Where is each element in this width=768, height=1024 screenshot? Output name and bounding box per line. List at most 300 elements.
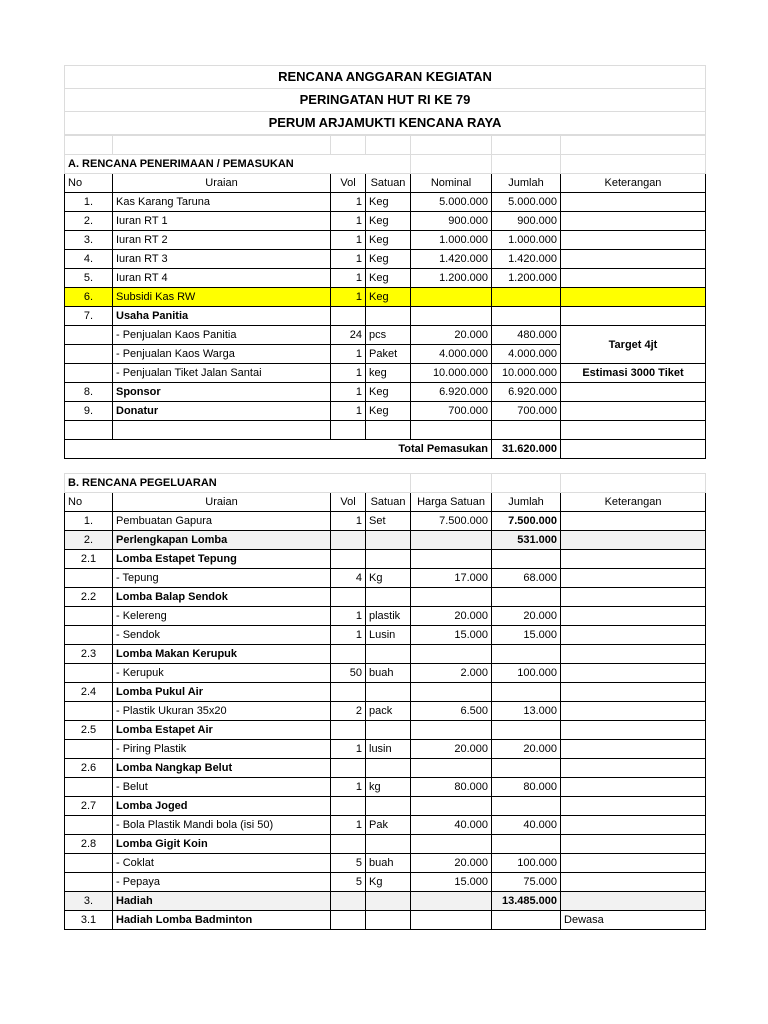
column-header: Keterangan [561,493,706,512]
row-volume: 1 [331,740,366,759]
expense-row [65,740,706,759]
row-unit-price [411,892,492,911]
empty-cell [492,136,561,155]
row-volume: 1 [331,816,366,835]
row-unit: Keg [366,250,411,269]
row-number: 8. [65,383,113,402]
row-number: 9. [65,402,113,421]
income-row [65,212,706,231]
row-amount: 480.000 [492,326,561,345]
row-unit-price [411,797,492,816]
row-description: Iuran RT 2 [113,231,331,250]
row-volume: 1 [331,250,366,269]
column-header: Satuan [366,174,411,193]
row-unit: Keg [366,288,411,307]
row-amount: 20.000 [492,740,561,759]
row-volume: 5 [331,873,366,892]
row-amount: 15.000 [492,626,561,645]
row-amount: 6.920.000 [492,383,561,402]
row-description: Hadiah [113,892,331,911]
row-description: Subsidi Kas RW [113,288,331,307]
header-row [65,174,706,193]
row-description: Kas Karang Taruna [113,193,331,212]
row-note [561,193,706,212]
empty-cell [113,136,331,155]
column-header: Uraian [113,174,331,193]
expense-row [65,835,706,854]
income-row [65,250,706,269]
row-volume [331,531,366,550]
row-number [65,816,113,835]
row-unit-price [411,911,492,930]
row-note [561,873,706,892]
title-line-3: PERUM ARJAMUKTI KENCANA RAYA [65,112,706,135]
row-unit-price: 17.000 [411,569,492,588]
spacer-row [65,136,706,155]
row-amount [492,759,561,778]
income-table [64,135,706,459]
row-volume: 1 [331,778,366,797]
row-description: - Penjualan Tiket Jalan Santai [113,364,331,383]
row-number [65,326,113,345]
row-unit-price: 6.500 [411,702,492,721]
row-nominal: 700.000 [411,402,492,421]
row-note [561,212,706,231]
row-number [65,740,113,759]
row-note [561,307,706,326]
row-volume [331,797,366,816]
row-unit-price [411,531,492,550]
income-row [65,364,706,383]
row-note [561,550,706,569]
row-unit [366,683,411,702]
expense-row [65,607,706,626]
row-volume: 1 [331,345,366,364]
row-unit-price [411,759,492,778]
income-row [65,402,706,421]
expense-row [65,721,706,740]
income-row [65,193,706,212]
row-volume: 24 [331,326,366,345]
row-amount: 531.000 [492,531,561,550]
empty-cell [561,136,706,155]
row-amount: 100.000 [492,854,561,873]
row-note [561,816,706,835]
row-unit-price: 2.000 [411,664,492,683]
row-description: - Penjualan Kaos Warga [113,345,331,364]
expense-row [65,512,706,531]
row-nominal: 1.420.000 [411,250,492,269]
row-note [561,683,706,702]
empty-cell [113,421,331,440]
row-number: 4. [65,250,113,269]
expense-row [65,778,706,797]
row-volume [331,721,366,740]
row-unit: Keg [366,231,411,250]
row-amount [492,645,561,664]
row-note [561,854,706,873]
row-description: - Sendok [113,626,331,645]
row-number: 2. [65,531,113,550]
empty-cell [366,421,411,440]
column-header: Jumlah [492,174,561,193]
row-unit: Pak [366,816,411,835]
row-volume: 1 [331,269,366,288]
row-volume [331,892,366,911]
row-note: Target 4jt [561,326,706,364]
row-volume [331,835,366,854]
row-note [561,288,706,307]
row-description: Iuran RT 4 [113,269,331,288]
row-amount: 10.000.000 [492,364,561,383]
row-note [561,402,706,421]
row-description: Perlengkapan Lomba [113,531,331,550]
row-amount [492,835,561,854]
row-number: 5. [65,269,113,288]
row-volume: 1 [331,512,366,531]
row-volume [331,645,366,664]
row-amount: 4.000.000 [492,345,561,364]
empty-cell [366,136,411,155]
row-description: - Belut [113,778,331,797]
empty-cell [331,136,366,155]
empty-cell [561,155,706,174]
row-note [561,512,706,531]
row-amount: 900.000 [492,212,561,231]
row-unit [366,550,411,569]
expense-table [64,473,706,930]
column-header: Jumlah [492,493,561,512]
row-amount: 13.485.000 [492,892,561,911]
row-unit: Keg [366,193,411,212]
row-number: 7. [65,307,113,326]
row-amount: 100.000 [492,664,561,683]
row-description: Usaha Panitia [113,307,331,326]
row-unit: plastik [366,607,411,626]
expense-row [65,569,706,588]
row-unit: lusin [366,740,411,759]
column-header: Uraian [113,493,331,512]
row-volume: 4 [331,569,366,588]
expense-row [65,892,706,911]
row-unit [366,797,411,816]
row-number: 1. [65,193,113,212]
row-description: Lomba Nangkap Belut [113,759,331,778]
row-nominal: 6.920.000 [411,383,492,402]
row-amount: 40.000 [492,816,561,835]
row-description: Iuran RT 3 [113,250,331,269]
row-unit [366,307,411,326]
row-amount [492,550,561,569]
row-volume: 1 [331,402,366,421]
row-note [561,892,706,911]
empty-cell [331,421,366,440]
row-note: Dewasa [561,911,706,930]
expense-row [65,702,706,721]
row-unit-price: 20.000 [411,607,492,626]
row-description: - Coklat [113,854,331,873]
row-volume: 1 [331,607,366,626]
row-description: - Penjualan Kaos Panitia [113,326,331,345]
row-nominal: 1.200.000 [411,269,492,288]
row-description: Sponsor [113,383,331,402]
empty-cell [561,440,706,459]
row-volume: 1 [331,288,366,307]
row-unit [366,759,411,778]
row-unit: Kg [366,569,411,588]
row-unit [366,835,411,854]
row-nominal: 20.000 [411,326,492,345]
section-b-heading: B. RENCANA PEGELUARAN [65,474,411,493]
row-note [561,269,706,288]
row-unit: kg [366,778,411,797]
row-unit: Keg [366,212,411,231]
row-unit: Keg [366,402,411,421]
row-unit-price [411,721,492,740]
row-volume [331,911,366,930]
row-unit: keg [366,364,411,383]
row-note [561,797,706,816]
row-description: Lomba Estapet Tepung [113,550,331,569]
row-amount: 68.000 [492,569,561,588]
row-nominal: 1.000.000 [411,231,492,250]
empty-cell [492,155,561,174]
row-volume [331,550,366,569]
row-nominal [411,288,492,307]
row-volume [331,683,366,702]
expense-row [65,683,706,702]
column-header: Vol [331,493,366,512]
row-unit-price: 20.000 [411,740,492,759]
row-amount: 75.000 [492,873,561,892]
title-line-2: PERINGATAN HUT RI KE 79 [65,89,706,112]
column-header: No [65,174,113,193]
row-amount [492,721,561,740]
row-unit-price: 15.000 [411,873,492,892]
row-unit: pcs [366,326,411,345]
row-nominal: 5.000.000 [411,193,492,212]
income-row [65,231,706,250]
row-unit-price [411,835,492,854]
row-volume: 1 [331,231,366,250]
row-number: 6. [65,288,113,307]
row-number: 2.2 [65,588,113,607]
expense-row [65,531,706,550]
empty-cell [411,421,492,440]
row-number: 3. [65,892,113,911]
empty-cell [411,155,492,174]
row-unit-price: 40.000 [411,816,492,835]
row-amount: 5.000.000 [492,193,561,212]
expense-row [65,854,706,873]
row-volume [331,307,366,326]
row-description: - Tepung [113,569,331,588]
row-description: - Bola Plastik Mandi bola (isi 50) [113,816,331,835]
empty-cell [65,136,113,155]
row-note [561,702,706,721]
row-number [65,664,113,683]
expense-row [65,550,706,569]
empty-cell [492,474,561,493]
row-note [561,721,706,740]
blank-row [65,421,706,440]
row-amount [492,911,561,930]
row-unit [366,911,411,930]
row-amount: 1.420.000 [492,250,561,269]
row-amount: 1.200.000 [492,269,561,288]
row-note [561,645,706,664]
expense-row [65,759,706,778]
row-unit-price [411,550,492,569]
row-description: Lomba Estapet Air [113,721,331,740]
row-description: Pembuatan Gapura [113,512,331,531]
total-label: Total Pemasukan [65,440,492,459]
row-unit-price [411,645,492,664]
row-amount: 80.000 [492,778,561,797]
row-volume: 5 [331,854,366,873]
row-description: Lomba Pukul Air [113,683,331,702]
row-number: 3.1 [65,911,113,930]
expense-row [65,664,706,683]
row-number [65,702,113,721]
row-number [65,626,113,645]
row-description: Lomba Balap Sendok [113,588,331,607]
row-number: 2.5 [65,721,113,740]
section-a-heading: A. RENCANA PENERIMAAN / PEMASUKAN [65,155,411,174]
row-amount [492,288,561,307]
row-note [561,231,706,250]
row-number: 2.6 [65,759,113,778]
row-note [561,759,706,778]
row-amount: 20.000 [492,607,561,626]
income-row [65,288,706,307]
row-unit [366,531,411,550]
row-unit: Paket [366,345,411,364]
row-number [65,569,113,588]
row-number [65,873,113,892]
row-unit: Lusin [366,626,411,645]
row-unit: Keg [366,383,411,402]
row-unit [366,588,411,607]
row-volume: 1 [331,626,366,645]
row-nominal [411,307,492,326]
row-note [561,778,706,797]
row-number [65,854,113,873]
row-amount [492,588,561,607]
column-header: Satuan [366,493,411,512]
row-amount: 1.000.000 [492,231,561,250]
row-description: Donatur [113,402,331,421]
expense-row [65,797,706,816]
row-volume: 1 [331,193,366,212]
row-unit [366,892,411,911]
row-unit: pack [366,702,411,721]
row-amount: 13.000 [492,702,561,721]
row-unit-price: 7.500.000 [411,512,492,531]
empty-cell [65,421,113,440]
row-amount: 700.000 [492,402,561,421]
income-row [65,307,706,326]
row-description: - Kelereng [113,607,331,626]
row-description: - Piring Plastik [113,740,331,759]
empty-cell [411,136,492,155]
row-number: 2.7 [65,797,113,816]
row-note [561,588,706,607]
row-note [561,250,706,269]
row-note: Estimasi 3000 Tiket [561,364,706,383]
header-row [65,493,706,512]
row-amount [492,307,561,326]
row-volume: 2 [331,702,366,721]
row-description: - Kerupuk [113,664,331,683]
row-unit [366,721,411,740]
row-nominal: 4.000.000 [411,345,492,364]
row-description: Hadiah Lomba Badminton [113,911,331,930]
empty-cell [561,474,706,493]
expense-row [65,816,706,835]
column-header: Harga Satuan [411,493,492,512]
empty-cell [561,421,706,440]
title-block [64,65,706,135]
expense-row [65,626,706,645]
empty-cell [492,421,561,440]
row-unit: buah [366,854,411,873]
row-note [561,531,706,550]
row-note [561,664,706,683]
row-unit-price: 20.000 [411,854,492,873]
expense-row [65,645,706,664]
row-note [561,740,706,759]
total-value: 31.620.000 [492,440,561,459]
column-header: No [65,493,113,512]
row-number: 3. [65,231,113,250]
section-heading-row [65,474,706,493]
row-unit-price [411,683,492,702]
row-number [65,778,113,797]
row-note [561,607,706,626]
row-note [561,383,706,402]
row-number [65,364,113,383]
row-note [561,835,706,854]
column-header: Vol [331,174,366,193]
section-heading-row [65,155,706,174]
expense-row [65,911,706,930]
row-number [65,345,113,364]
row-description: Lomba Joged [113,797,331,816]
row-note [561,569,706,588]
title-line-1: RENCANA ANGGARAN KEGIATAN [65,66,706,89]
row-unit: Keg [366,269,411,288]
row-description: - Plastik Ukuran 35x20 [113,702,331,721]
expense-row [65,873,706,892]
row-volume [331,759,366,778]
row-description: Lomba Gigit Koin [113,835,331,854]
row-amount [492,683,561,702]
row-unit: Kg [366,873,411,892]
row-amount: 7.500.000 [492,512,561,531]
row-unit-price [411,588,492,607]
row-amount [492,797,561,816]
row-unit [366,645,411,664]
row-number [65,607,113,626]
row-volume: 1 [331,383,366,402]
column-header: Keterangan [561,174,706,193]
income-row [65,326,706,345]
row-volume: 1 [331,212,366,231]
empty-cell [411,474,492,493]
row-unit: buah [366,664,411,683]
row-number: 2.4 [65,683,113,702]
